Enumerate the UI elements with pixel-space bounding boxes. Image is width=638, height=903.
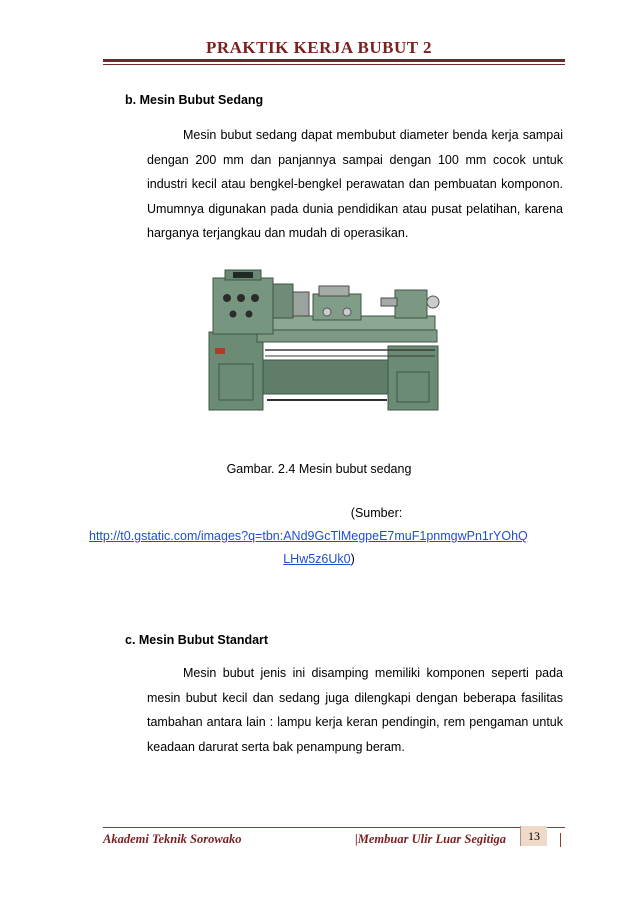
section-c-text: Mesin bubut jenis ini disamping memiliki komponen seperti pada mesin bubut kecil dan sedang juga dilengkapi dengan beberapa fasilitas tambahan antara lain : lampu kerja keran pendingin, rem pengaman untuk keadaan darurat serta bak penampung beram.	[147, 666, 563, 754]
page-header-title: PRAKTIK KERJA BUBUT 2	[205, 38, 433, 57]
footer-edge-mark	[560, 833, 561, 847]
figure-source-link-line2	[0, 552, 638, 566]
source-url-link[interactable]: http://t0.gstatic.com/images?q=tbn:ANd9GcTlMegpeE7muF1pnmgwPn1rYOhQ	[89, 529, 528, 543]
lathe-machine-image	[205, 260, 447, 418]
page-number: 13	[520, 826, 547, 846]
footer-institution: Akademi Teknik Sorowako	[103, 832, 242, 846]
figure-source-link-line1[interactable]	[0, 529, 560, 543]
figure-source-prefix: (Sumber:	[350, 506, 403, 520]
section-b-paragraph	[147, 123, 563, 246]
header-divider	[103, 59, 565, 62]
section-b-heading: b. Mesin Bubut Sedang	[125, 93, 264, 107]
header-divider-thin	[103, 64, 565, 65]
figure-caption: Gambar. 2.4 Mesin bubut sedang	[226, 462, 412, 476]
source-suffix: )	[350, 552, 355, 566]
footer-document-title: |Membuar Ulir Luar Segitiga	[355, 832, 507, 846]
section-c-paragraph	[147, 661, 563, 759]
source-url-link-continued[interactable]: LHw5z6Uk0	[283, 552, 351, 566]
section-b-text: Mesin bubut sedang dapat membubut diameter benda kerja sampai dengan 200 mm dan panjannya sampai dengan 100 mm cocok untuk industri kecil atau bengkel-bengkel perawatan dan pembuatan komponon. Umumnya digunakan pada dunia pendidikan atau pusat pelatihan, karena harganya terjangkau dan mudah di operasikan.	[147, 128, 563, 240]
footer-divider	[103, 827, 565, 828]
section-c-heading: c. Mesin Bubut Standart	[125, 633, 269, 647]
